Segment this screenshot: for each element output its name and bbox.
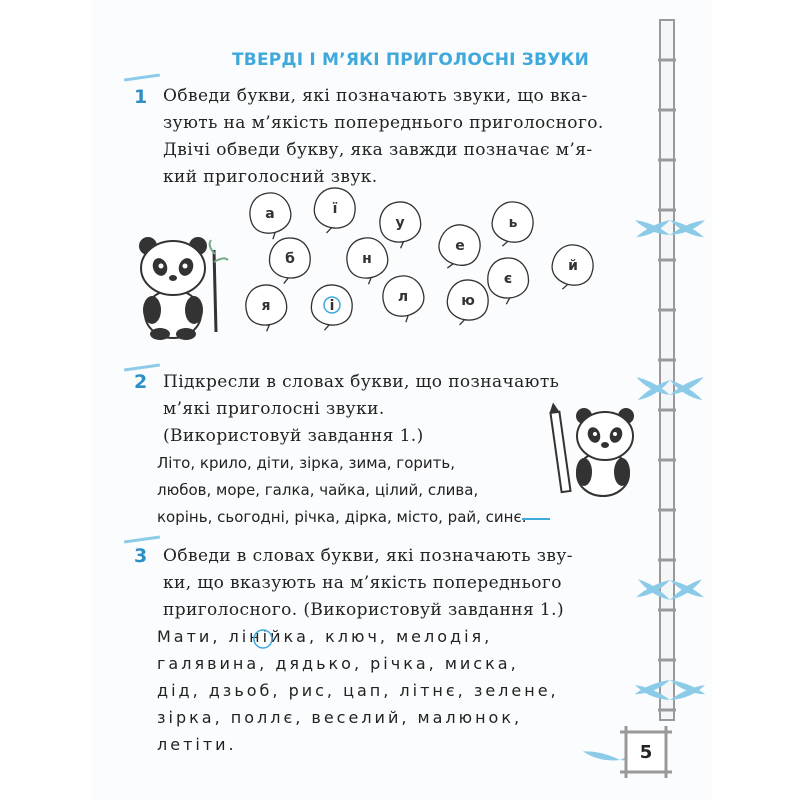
task-1-line: Обведи букви, які позначають звуки, що вка- [163,86,588,106]
word-line: дід, дзьоб, рис, цап, літнє, зелене, [157,681,559,700]
word-line: галявина, дядько, річка, миска, [157,654,519,673]
leaf [343,234,392,287]
leaf-letter: н [362,251,372,267]
leaf [547,240,598,295]
page-number: 5 [639,741,653,763]
leaf [310,185,358,237]
leaf [308,282,355,333]
leaf [268,236,312,285]
task-3-line: ки, що вказують на м’якість попереднього [163,573,562,593]
leaf [486,256,530,305]
task-2-line: м’які приголосні звуки. [163,399,385,419]
word-line: любов, море, галка, чайка, цілий, слива, [157,481,479,499]
word-line: Мати, лінійка, ключ, мелодія, [157,627,493,646]
word-line: Літо, крило, діти, зірка, зима, горить, [157,454,455,472]
leaf [487,197,538,252]
bamboo-border-decoration [600,20,710,800]
leaf-letter: ю [461,293,475,309]
bamboo-stalk [660,20,674,720]
leaf [243,282,291,334]
leaf [443,277,491,329]
task-3-instruction [163,543,663,624]
task-2-number: 2 [134,371,148,393]
word-line: корінь, сьогодні, річка, дірка, місто, рай, синє. [157,508,527,526]
leaf-letter: б [285,251,295,267]
leaf-letter: є [503,271,513,287]
task-1-number: 1 [134,86,148,108]
task-1-line: кий приголосний звук. [163,167,378,187]
leaf-letter: а [265,206,275,222]
word-line: летіти. [157,735,237,754]
leaf-letter: у [395,215,405,231]
task-3-line: приголосного. (Використовуй завдання 1.) [163,600,564,620]
task-3-line: Обведи в словах букви, які позначають зву- [163,546,573,566]
task-1-line: зують на м’якість попереднього приголосного. [163,113,604,133]
task-2-line: Підкресли в словах букви, що позначають [163,372,560,392]
word-line: зірка, поллє, веселий, малюнок, [157,708,523,727]
leaf-letter: і [329,298,335,314]
task-2-line: (Використовуй завдання 1.) [163,426,424,446]
page-title: ТВЕРДІ І М’ЯКІ ПРИГОЛОСНІ ЗВУКИ [232,50,590,70]
task-3-words [157,623,657,758]
leaf [378,271,429,326]
leaf [432,219,486,276]
task-2-words [157,450,577,531]
task-3-number: 3 [134,545,148,567]
leaf-letter: ї [332,201,338,217]
leaf [245,188,296,243]
task-1-line: Двічі обведи букву, яка завжди позначає м’я- [163,140,593,160]
leaf-letter: е [455,238,465,254]
leaf-letter: л [397,289,409,305]
circle-example [252,628,274,650]
leaf-letter: й [568,258,578,274]
leaf-letter: я [261,298,271,314]
leaf-letter: ь [508,215,518,231]
leaf [377,199,425,251]
underline-example [522,516,552,522]
